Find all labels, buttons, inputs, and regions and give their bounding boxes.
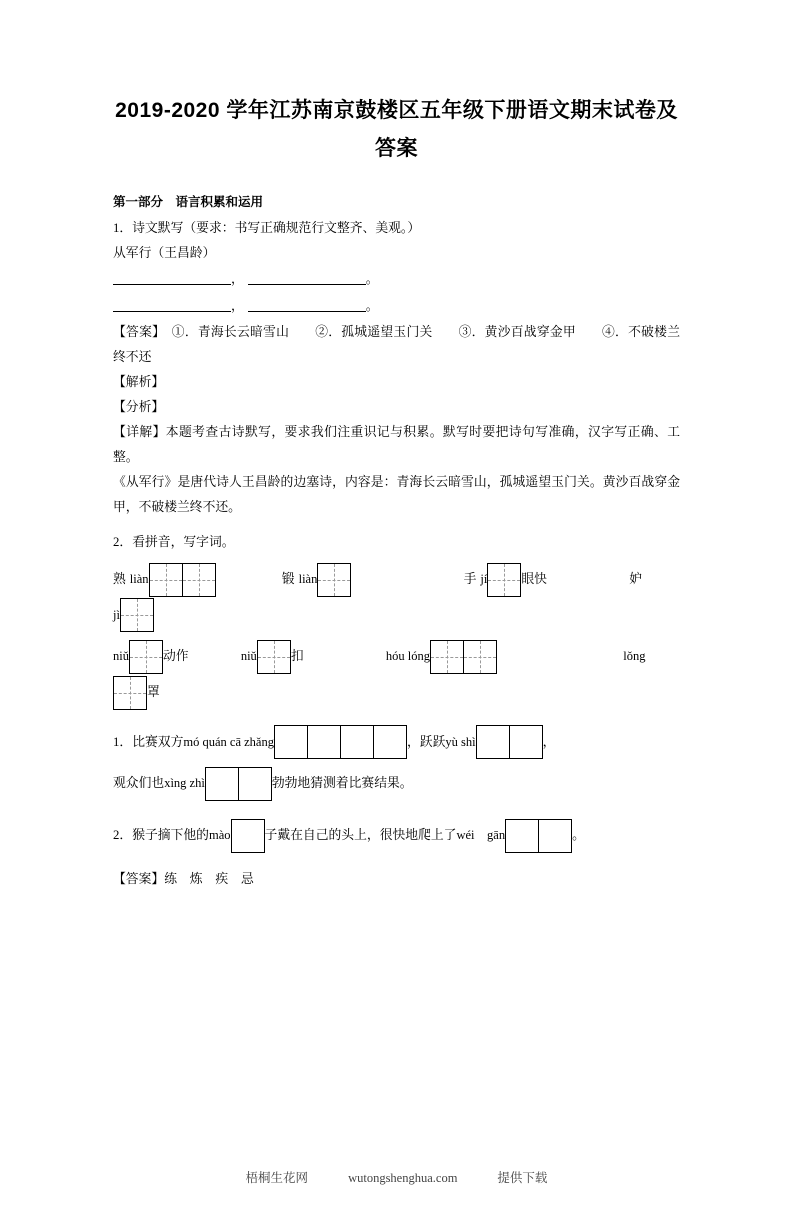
pinyin-row-2 bbox=[113, 638, 680, 674]
write-cell[interactable] bbox=[505, 819, 539, 853]
char-label: 罩 bbox=[147, 685, 160, 700]
write-cell[interactable] bbox=[538, 819, 572, 853]
analyze-label: 【分析】 bbox=[113, 400, 165, 414]
char-label: 熟 bbox=[113, 572, 126, 587]
footer-download-label: 提供下载 bbox=[497, 1171, 548, 1185]
write-cell[interactable] bbox=[113, 676, 147, 710]
write-cell[interactable] bbox=[430, 640, 464, 674]
question-2-stem: 2．看拼音，写字词。 bbox=[113, 535, 235, 549]
write-cell[interactable] bbox=[149, 563, 183, 597]
write-cell[interactable] bbox=[340, 725, 374, 759]
write-box-group[interactable] bbox=[487, 562, 521, 597]
write-box-group[interactable] bbox=[205, 766, 272, 801]
sentence-text: ， bbox=[542, 734, 556, 749]
section-heading: 第一部分 语言积累和运用 bbox=[113, 195, 264, 209]
poem-blank-line-2: ， 。 bbox=[113, 293, 680, 320]
char-label: 眼快 bbox=[521, 572, 547, 587]
pinyin-row-1b bbox=[113, 597, 680, 633]
sentence-text: 2．猴子摘下他的 bbox=[113, 828, 209, 843]
write-box-group[interactable] bbox=[149, 562, 216, 597]
question-answer-line: 【答案】练 炼 疾 忌 bbox=[113, 871, 254, 886]
question-3-line-2 bbox=[113, 765, 680, 801]
write-cell[interactable] bbox=[257, 640, 291, 674]
analysis-label: 【解析】 bbox=[113, 375, 165, 389]
pinyin-label: jì bbox=[113, 607, 120, 622]
footer-site-name: 梧桐生花网 bbox=[245, 1171, 309, 1185]
document-page bbox=[0, 92, 793, 1214]
pinyin-label: niǔ bbox=[113, 649, 129, 664]
write-box-group[interactable] bbox=[476, 724, 543, 759]
write-box-group[interactable] bbox=[274, 724, 407, 759]
sentence-text: ，跃跃 bbox=[406, 734, 446, 749]
question-4-line bbox=[113, 817, 680, 853]
blank-field[interactable] bbox=[248, 271, 366, 285]
write-cell[interactable] bbox=[274, 725, 308, 759]
pinyin-label: xìng zhì bbox=[164, 776, 205, 791]
page-title: 2019-2020 学年江苏南京鼓楼区五年级下册语文期末试卷及答案 bbox=[115, 99, 678, 160]
sentence-text: 观众们也 bbox=[113, 776, 165, 791]
write-box-group[interactable] bbox=[129, 639, 163, 674]
question-3-line-1 bbox=[113, 724, 680, 760]
pinyin-label: wéi gān bbox=[456, 828, 506, 843]
write-box-group[interactable] bbox=[120, 597, 154, 632]
page-footer bbox=[0, 1168, 793, 1186]
write-box-group[interactable] bbox=[231, 818, 265, 853]
char-label: 手 bbox=[463, 572, 477, 587]
pinyin-label: hóu lóng bbox=[385, 649, 430, 664]
write-cell[interactable] bbox=[476, 725, 510, 759]
write-cell[interactable] bbox=[129, 640, 163, 674]
write-cell[interactable] bbox=[317, 563, 351, 597]
pinyin-label: mào bbox=[208, 828, 231, 843]
pinyin-label: mó quán cā zhǎng bbox=[183, 734, 274, 749]
write-cell[interactable] bbox=[509, 725, 543, 759]
sentence-text: 。 bbox=[572, 828, 585, 843]
write-cell[interactable] bbox=[463, 640, 497, 674]
write-cell[interactable] bbox=[205, 767, 239, 801]
write-cell[interactable] bbox=[238, 767, 272, 801]
sentence-text: 勃勃地猜测着比赛结果。 bbox=[271, 776, 413, 791]
sentence-text: 子戴在自己的头上，很快地爬上了 bbox=[264, 828, 457, 843]
pinyin-row-1 bbox=[113, 561, 680, 597]
write-cell[interactable] bbox=[487, 563, 521, 597]
write-cell[interactable] bbox=[182, 563, 216, 597]
pinyin-label: liàn bbox=[298, 572, 318, 587]
write-cell[interactable] bbox=[307, 725, 341, 759]
question-1-detail-2: 《从军行》是唐代诗人王昌龄的边塞诗，内容是：青海长云暗雪山，孤城遥望玉门关。黄沙百战穿金甲，不破楼兰终不还。 bbox=[113, 475, 680, 514]
blank-field[interactable] bbox=[248, 298, 366, 312]
write-box-group[interactable] bbox=[317, 562, 351, 597]
question-1-poem-title: 从军行（王昌龄） bbox=[113, 246, 216, 260]
pinyin-label: niǔ bbox=[240, 649, 257, 664]
blank-field[interactable] bbox=[113, 271, 231, 285]
question-1-answer: 【答案】 ①．青海长云暗雪山 ②．孤城遥望玉门关 ③．黄沙百战穿金甲 ④．不破楼兰终不还 bbox=[113, 325, 680, 364]
pinyin-row-2b bbox=[113, 674, 680, 710]
question-1-stem: 1．诗文默写（要求：书写正确规范行文整齐、美观。） bbox=[113, 221, 421, 235]
pinyin-label: lǒng bbox=[623, 649, 646, 664]
char-label: 扣 bbox=[290, 649, 304, 664]
write-box-group[interactable] bbox=[430, 639, 497, 674]
write-cell[interactable] bbox=[120, 598, 154, 632]
write-box-group[interactable] bbox=[257, 639, 291, 674]
footer-site-url: wutongshenghua.com bbox=[348, 1171, 458, 1185]
char-label: 锻 bbox=[281, 572, 295, 587]
char-label: 动作 bbox=[162, 649, 189, 664]
write-cell[interactable] bbox=[231, 819, 265, 853]
write-box-group[interactable] bbox=[505, 818, 572, 853]
pinyin-label: yù shì bbox=[445, 734, 476, 749]
poem-blank-line-1: ， 。 bbox=[113, 266, 680, 293]
write-box-group[interactable] bbox=[113, 675, 147, 710]
write-cell[interactable] bbox=[373, 725, 407, 759]
char-label: 妒 bbox=[629, 572, 642, 587]
pinyin-label: liàn bbox=[129, 572, 149, 587]
blank-field[interactable] bbox=[113, 298, 231, 312]
pinyin-label: jí bbox=[480, 572, 488, 587]
question-1-detail: 【详解】本题考查古诗默写，要求我们注重识记与积累。默写时要把诗句写准确，汉字写正确、工整。 bbox=[113, 425, 680, 464]
sentence-text: 1．比赛双方 bbox=[113, 734, 184, 749]
